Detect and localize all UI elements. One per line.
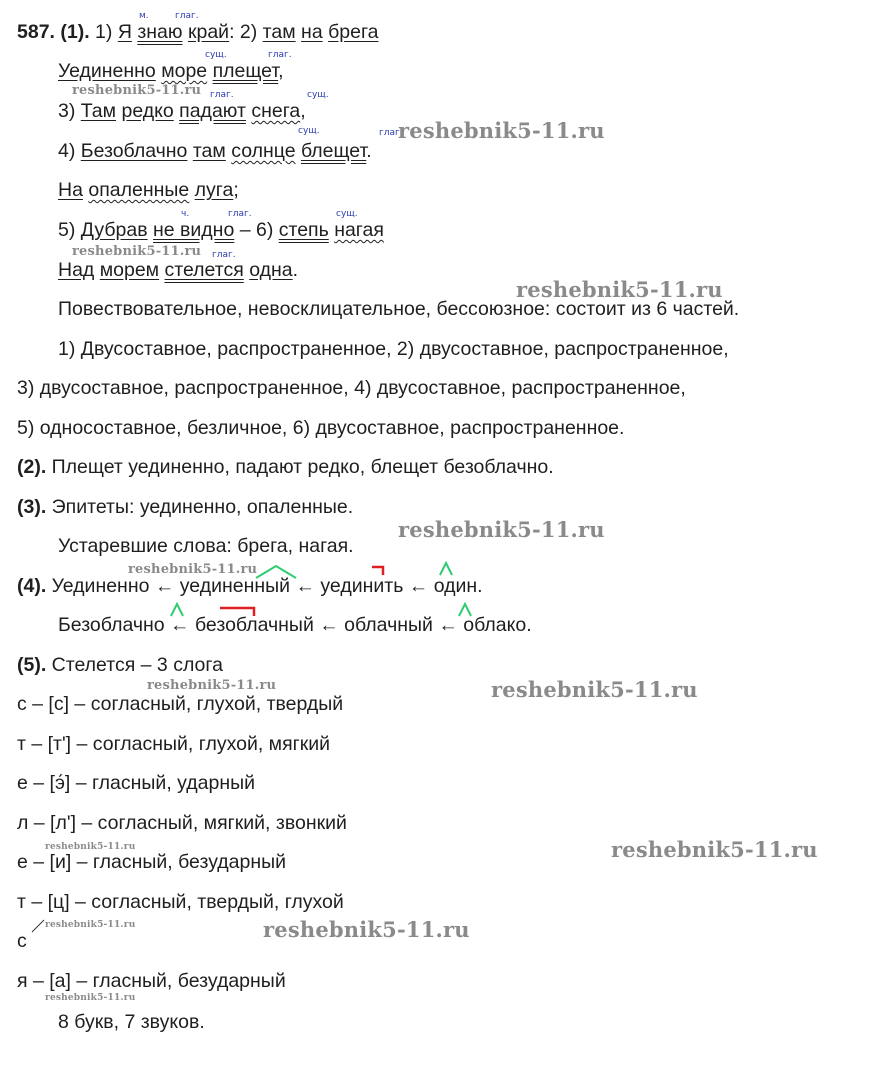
line-14: Устаревшие слова: брега, нагая.: [58, 535, 354, 557]
word-odna: одна: [249, 259, 293, 281]
line-15: (4). Уединенно ← уединенный ← уединить ← один.: [17, 575, 483, 597]
word-pleshchet: плещет: [212, 60, 279, 82]
word-tam: там: [262, 21, 296, 43]
line-13: (3). Эпитеты: уединенно, опаленные.: [17, 496, 354, 518]
suffix-mark: [171, 604, 183, 616]
line-2: Уединенно море плещет,: [58, 60, 284, 82]
annotation-glag: глаг.: [268, 50, 292, 60]
word-step: степь: [278, 219, 329, 241]
watermark: reshebnik5-11.ru: [398, 118, 605, 143]
word-nad: Над: [58, 259, 95, 281]
watermark: reshebnik5-11.ru: [398, 517, 605, 542]
watermark: reshebnik5-11.ru: [611, 837, 818, 862]
word-morem: морем: [99, 259, 160, 281]
watermark: reshebnik5-11.ru: [72, 244, 202, 259]
word-nagaya: нагая: [334, 219, 384, 241]
suffix-mark: [459, 604, 471, 616]
word-ya: Я: [117, 21, 132, 43]
line-23: т – [ц] – согласный, твердый, глухой: [17, 891, 344, 913]
watermark: reshebnik5-11.ru: [516, 277, 723, 302]
line-20: е – [э́] – гласный, ударный: [17, 772, 256, 794]
watermark: reshebnik5-11.ru: [45, 842, 136, 852]
suffix-mark: [256, 566, 296, 578]
word-opalennye: опаленные: [88, 179, 190, 201]
part-4-number: (4).: [17, 575, 47, 597]
annotation-sushch: сущ.: [205, 50, 227, 60]
line-1: 587. (1). 1) Я знаю край: 2) там на брега: [17, 21, 379, 43]
part-3-number: (3).: [17, 496, 47, 518]
word-tam-2: Там: [80, 100, 117, 122]
annotation-sushch: сущ.: [307, 90, 329, 100]
line-21: л – [л'] – согласный, мягкий, звонкий: [17, 812, 347, 834]
word-more: море: [161, 60, 208, 82]
line-24: с: [17, 930, 27, 952]
line-17: (5). Стелется – 3 слога: [17, 654, 223, 676]
watermark: reshebnik5-11.ru: [147, 678, 277, 693]
line-5: На опаленные луга;: [58, 179, 239, 201]
line-4: 4) Безоблачно там солнце блещет.: [58, 140, 372, 162]
watermark: reshebnik5-11.ru: [45, 920, 136, 930]
annotation-glag: глаг.: [228, 209, 252, 219]
word-uedinenno: Уединенно: [58, 60, 156, 82]
watermark: reshebnik5-11.ru: [72, 83, 202, 98]
word-bleshchet: блещет: [300, 140, 367, 162]
line-19: т – [т'] – согласный, глухой, мягкий: [17, 733, 331, 755]
line-11: 5) односоставное, безличное, 6) двусоставное, распространенное.: [17, 417, 625, 439]
word-na-2: На: [58, 179, 83, 201]
word-snega: снега: [251, 100, 301, 122]
line-12: (2). Плещет уединенно, падают редко, блещет безоблачно.: [17, 456, 554, 478]
slash-mark: [32, 920, 44, 932]
word-tam-3: там: [192, 140, 226, 162]
annotation-ch: ч.: [181, 209, 190, 219]
annotation-glag: глаг.: [212, 250, 236, 260]
annotation-glag: глаг.: [175, 11, 199, 21]
annotation-sushch: сущ.: [336, 209, 358, 219]
annotation-glag: глаг.: [210, 90, 234, 100]
word-brega: брега: [328, 21, 379, 43]
word-znayu: знаю: [137, 21, 183, 43]
annotation-sushch: сущ.: [298, 126, 320, 136]
word-padayut: падают: [179, 100, 246, 122]
word-bezoblachno: Безоблачно: [80, 140, 188, 162]
annotation-glag: глаг.: [379, 128, 403, 138]
prefix-mark: [220, 608, 254, 616]
part-2-number: (2).: [17, 456, 47, 478]
line-8: Повествовательное, невосклицательное, бессоюзное: состоит из 6 частей.: [58, 298, 740, 320]
line-26: 8 букв, 7 звуков.: [58, 1011, 205, 1033]
line-9: 1) Двусоставное, распространенное, 2) двусоставное, распространенное,: [58, 338, 729, 360]
line-7: Над морем стелется одна.: [58, 259, 299, 281]
suffix-mark: [440, 563, 452, 575]
line-18: с – [с] – согласный, глухой, твердый: [17, 693, 344, 715]
line-22: е – [и] – гласный, безударный: [17, 851, 287, 873]
word-luga: луга: [194, 179, 234, 201]
watermark: reshebnik5-11.ru: [128, 562, 258, 577]
line-10: 3) двусоставное, распространенное, 4) двусоставное, распространенное,: [17, 377, 686, 399]
watermark: reshebnik5-11.ru: [45, 993, 136, 1003]
word-dubrav: Дубрав: [80, 219, 148, 241]
word-ne-vidno: не видно: [153, 219, 235, 241]
annotation-m: м.: [139, 11, 149, 21]
word-solntse: солнце: [231, 140, 296, 162]
word-steletsya: стелется: [164, 259, 244, 281]
line-3: 3) Там редко падают снега,: [58, 100, 306, 122]
watermark: reshebnik5-11.ru: [263, 917, 470, 942]
line-6: 5) Дубрав не видно – 6) степь нагая: [58, 219, 384, 241]
word-kray: край: [187, 21, 230, 43]
line-25: я – [а] – гласный, безударный: [17, 970, 286, 992]
prefix-mark: [372, 567, 383, 575]
watermark: reshebnik5-11.ru: [491, 677, 698, 702]
word-na: на: [301, 21, 323, 43]
line-16: Безоблачно ← безоблачный ← облачный ← облако.: [58, 614, 532, 636]
word-redko: редко: [121, 100, 174, 122]
exercise-number: 587. (1).: [17, 21, 90, 43]
part-5-number: (5).: [17, 654, 47, 676]
